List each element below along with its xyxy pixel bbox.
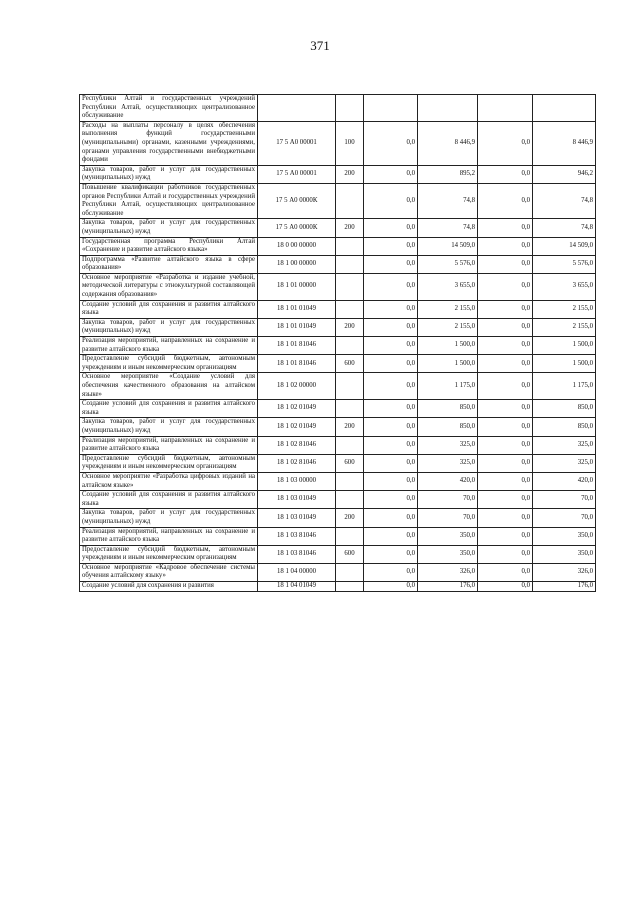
row-value-cell-1: 0,0 bbox=[364, 273, 418, 300]
row-value-cell-3: 0,0 bbox=[478, 318, 533, 336]
table-row bbox=[80, 255, 596, 273]
table-row bbox=[80, 165, 596, 183]
row-value-cell-4: 350,0 bbox=[533, 545, 596, 563]
row-value-cell-3: 0,0 bbox=[478, 337, 533, 355]
budget-table bbox=[79, 94, 596, 592]
row-value-cell-3: 0,0 bbox=[478, 563, 533, 581]
table-row bbox=[80, 472, 596, 490]
row-value-cell-4: 14 509,0 bbox=[533, 237, 596, 255]
row-code-cell: 18 1 01 00000 bbox=[258, 273, 336, 300]
row-value-cell-2: 850,0 bbox=[418, 400, 478, 418]
row-value-cell-2 bbox=[418, 95, 478, 122]
table-row bbox=[80, 436, 596, 454]
row-value-cell-2: 2 155,0 bbox=[418, 318, 478, 336]
row-name-cell: Создание условий для сохранения и развития bbox=[80, 582, 258, 592]
row-value-cell-2: 3 655,0 bbox=[418, 273, 478, 300]
row-value-cell-2: 895,2 bbox=[418, 165, 478, 183]
row-code-cell: 18 1 03 81046 bbox=[258, 545, 336, 563]
row-value-cell-1: 0,0 bbox=[364, 454, 418, 472]
row-code-cell bbox=[258, 95, 336, 122]
row-expense-type-cell: 600 bbox=[336, 545, 364, 563]
row-value-cell-2: 1 500,0 bbox=[418, 337, 478, 355]
row-value-cell-4: 3 655,0 bbox=[533, 273, 596, 300]
row-value-cell-4: 946,2 bbox=[533, 165, 596, 183]
row-expense-type-cell bbox=[336, 582, 364, 592]
row-value-cell-1: 0,0 bbox=[364, 400, 418, 418]
row-expense-type-cell bbox=[336, 472, 364, 490]
row-expense-type-cell: 600 bbox=[336, 454, 364, 472]
table-row bbox=[80, 582, 596, 592]
row-name-cell: Реализация мероприятий, направленных на сохранение и развитие алтайского языка bbox=[80, 527, 258, 545]
row-value-cell-2: 70,0 bbox=[418, 509, 478, 527]
row-value-cell-4: 74,8 bbox=[533, 183, 596, 218]
row-name-cell: Закупка товаров, работ и услуг для государственных (муниципальных) нужд bbox=[80, 418, 258, 436]
row-value-cell-3: 0,0 bbox=[478, 237, 533, 255]
row-value-cell-4: 1 500,0 bbox=[533, 337, 596, 355]
row-value-cell-1 bbox=[364, 95, 418, 122]
row-value-cell-2: 850,0 bbox=[418, 418, 478, 436]
row-value-cell-1: 0,0 bbox=[364, 337, 418, 355]
row-expense-type-cell: 200 bbox=[336, 418, 364, 436]
table-row bbox=[80, 373, 596, 400]
row-value-cell-4: 850,0 bbox=[533, 418, 596, 436]
row-value-cell-4: 176,0 bbox=[533, 582, 596, 592]
row-value-cell-2: 74,8 bbox=[418, 183, 478, 218]
table-row bbox=[80, 237, 596, 255]
row-code-cell: 18 1 03 81046 bbox=[258, 527, 336, 545]
row-value-cell-1: 0,0 bbox=[364, 582, 418, 592]
row-expense-type-cell: 100 bbox=[336, 121, 364, 165]
row-name-cell: Реализация мероприятий, направленных на сохранение и развитие алтайского языка bbox=[80, 337, 258, 355]
row-name-cell: Основное мероприятие «Создание условий для обеспечения качественного образования на алтайском языке» bbox=[80, 373, 258, 400]
row-value-cell-2: 325,0 bbox=[418, 454, 478, 472]
row-value-cell-4: 1 500,0 bbox=[533, 355, 596, 373]
table-row bbox=[80, 400, 596, 418]
row-value-cell-3: 0,0 bbox=[478, 582, 533, 592]
row-value-cell-4: 2 155,0 bbox=[533, 318, 596, 336]
row-name-cell: Подпрограмма «Развитие алтайского языка в сфере образования» bbox=[80, 255, 258, 273]
row-value-cell-3: 0,0 bbox=[478, 509, 533, 527]
row-value-cell-2: 2 155,0 bbox=[418, 300, 478, 318]
row-code-cell: 18 1 01 81046 bbox=[258, 355, 336, 373]
row-code-cell: 18 1 04 00000 bbox=[258, 563, 336, 581]
table-row bbox=[80, 509, 596, 527]
row-code-cell: 18 1 04 01049 bbox=[258, 582, 336, 592]
row-value-cell-2: 325,0 bbox=[418, 436, 478, 454]
row-name-cell: Предоставление субсидий бюджетным, автономным учреждениям и иным некоммерческим организациям bbox=[80, 355, 258, 373]
row-value-cell-3: 0,0 bbox=[478, 273, 533, 300]
row-value-cell-3: 0,0 bbox=[478, 545, 533, 563]
table-row bbox=[80, 318, 596, 336]
row-code-cell: 18 1 02 01049 bbox=[258, 418, 336, 436]
row-expense-type-cell bbox=[336, 400, 364, 418]
row-value-cell-3 bbox=[478, 95, 533, 122]
row-value-cell-1: 0,0 bbox=[364, 563, 418, 581]
table-row bbox=[80, 95, 596, 122]
table-row bbox=[80, 545, 596, 563]
row-code-cell: 18 1 01 01049 bbox=[258, 300, 336, 318]
row-name-cell: Повышение квалификации работников государственных органов Республики Алтай и государственных учреждений Республики Алтай, осуществляющих централизованное обслуживание bbox=[80, 183, 258, 218]
table-row bbox=[80, 273, 596, 300]
row-expense-type-cell: 200 bbox=[336, 219, 364, 237]
row-value-cell-3: 0,0 bbox=[478, 400, 533, 418]
row-value-cell-2: 5 576,0 bbox=[418, 255, 478, 273]
row-value-cell-1: 0,0 bbox=[364, 491, 418, 509]
row-value-cell-1: 0,0 bbox=[364, 255, 418, 273]
row-value-cell-2: 1 500,0 bbox=[418, 355, 478, 373]
row-code-cell: 17 5 А0 0000К bbox=[258, 219, 336, 237]
table-row bbox=[80, 563, 596, 581]
row-name-cell: Закупка товаров, работ и услуг для государственных (муниципальных) нужд bbox=[80, 165, 258, 183]
budget-table-body bbox=[80, 95, 596, 592]
row-code-cell: 18 1 03 00000 bbox=[258, 472, 336, 490]
row-value-cell-1: 0,0 bbox=[364, 165, 418, 183]
row-name-cell: Расходы на выплаты персоналу в целях обеспечения выполнения функций государственными (муниципальными) органами, казенными учреждениями, органами управления государственными внебюджетными фондами bbox=[80, 121, 258, 165]
row-value-cell-3: 0,0 bbox=[478, 454, 533, 472]
row-expense-type-cell bbox=[336, 436, 364, 454]
row-value-cell-2: 350,0 bbox=[418, 527, 478, 545]
row-value-cell-1: 0,0 bbox=[364, 219, 418, 237]
row-value-cell-4: 325,0 bbox=[533, 454, 596, 472]
page-number: 371 bbox=[310, 38, 330, 53]
row-name-cell: Основное мероприятие «Кадровое обеспечение системы обучения алтайскому языку» bbox=[80, 563, 258, 581]
row-expense-type-cell bbox=[336, 95, 364, 122]
row-value-cell-3: 0,0 bbox=[478, 527, 533, 545]
row-name-cell: Закупка товаров, работ и услуг для государственных (муниципальных) нужд bbox=[80, 318, 258, 336]
table-row bbox=[80, 183, 596, 218]
row-expense-type-cell bbox=[336, 300, 364, 318]
row-value-cell-3: 0,0 bbox=[478, 491, 533, 509]
row-value-cell-4: 1 175,0 bbox=[533, 373, 596, 400]
row-name-cell: Закупка товаров, работ и услуг для государственных (муниципальных) нужд bbox=[80, 219, 258, 237]
row-value-cell-4 bbox=[533, 95, 596, 122]
row-value-cell-3: 0,0 bbox=[478, 183, 533, 218]
row-code-cell: 18 1 00 00000 bbox=[258, 255, 336, 273]
row-value-cell-1: 0,0 bbox=[364, 318, 418, 336]
row-value-cell-4: 850,0 bbox=[533, 400, 596, 418]
row-name-cell: Основное мероприятие «Разработка цифровых изданий на алтайском языке» bbox=[80, 472, 258, 490]
row-value-cell-1: 0,0 bbox=[364, 472, 418, 490]
row-name-cell: Предоставление субсидий бюджетным, автономным учреждениям и иным некоммерческим организациям bbox=[80, 454, 258, 472]
row-value-cell-3: 0,0 bbox=[478, 373, 533, 400]
row-code-cell: 18 1 03 01049 bbox=[258, 491, 336, 509]
row-value-cell-1: 0,0 bbox=[364, 527, 418, 545]
row-name-cell: Закупка товаров, работ и услуг для государственных (муниципальных) нужд bbox=[80, 509, 258, 527]
row-value-cell-1: 0,0 bbox=[364, 373, 418, 400]
table-row bbox=[80, 337, 596, 355]
row-value-cell-1: 0,0 bbox=[364, 183, 418, 218]
row-value-cell-3: 0,0 bbox=[478, 121, 533, 165]
row-value-cell-3: 0,0 bbox=[478, 472, 533, 490]
row-value-cell-4: 326,0 bbox=[533, 563, 596, 581]
row-value-cell-2: 8 446,9 bbox=[418, 121, 478, 165]
table-row bbox=[80, 355, 596, 373]
row-value-cell-1: 0,0 bbox=[364, 509, 418, 527]
row-name-cell: Создание условий для сохранения и развития алтайского языка bbox=[80, 300, 258, 318]
row-expense-type-cell bbox=[336, 373, 364, 400]
row-expense-type-cell: 200 bbox=[336, 165, 364, 183]
row-value-cell-4: 2 155,0 bbox=[533, 300, 596, 318]
row-code-cell: 18 1 03 01049 bbox=[258, 509, 336, 527]
row-code-cell: 18 1 02 01049 bbox=[258, 400, 336, 418]
row-expense-type-cell bbox=[336, 563, 364, 581]
row-value-cell-4: 70,0 bbox=[533, 509, 596, 527]
row-value-cell-1: 0,0 bbox=[364, 355, 418, 373]
row-expense-type-cell bbox=[336, 337, 364, 355]
row-value-cell-3: 0,0 bbox=[478, 300, 533, 318]
row-name-cell: Реализация мероприятий, направленных на сохранение и развитие алтайского языка bbox=[80, 436, 258, 454]
row-expense-type-cell bbox=[336, 183, 364, 218]
row-code-cell: 18 1 02 81046 bbox=[258, 454, 336, 472]
row-name-cell: Республики Алтай и государственных учреждений Республики Алтай, осуществляющих централизованное обслуживание bbox=[80, 95, 258, 122]
row-value-cell-1: 0,0 bbox=[364, 545, 418, 563]
row-name-cell: Основное мероприятие «Разработка и издание учебной, методической литературы с этнокультурной составляющей содержания образования» bbox=[80, 273, 258, 300]
row-value-cell-2: 14 509,0 bbox=[418, 237, 478, 255]
row-expense-type-cell bbox=[336, 491, 364, 509]
row-value-cell-2: 74,8 bbox=[418, 219, 478, 237]
table-row bbox=[80, 418, 596, 436]
table-row bbox=[80, 527, 596, 545]
row-value-cell-2: 350,0 bbox=[418, 545, 478, 563]
row-code-cell: 18 1 02 00000 bbox=[258, 373, 336, 400]
row-value-cell-1: 0,0 bbox=[364, 237, 418, 255]
row-name-cell: Предоставление субсидий бюджетным, автономным учреждениям и иным некоммерческим организациям bbox=[80, 545, 258, 563]
row-code-cell: 17 5 А0 0000К bbox=[258, 183, 336, 218]
row-code-cell: 18 1 01 01049 bbox=[258, 318, 336, 336]
row-value-cell-1: 0,0 bbox=[364, 418, 418, 436]
row-code-cell: 18 1 02 81046 bbox=[258, 436, 336, 454]
row-value-cell-1: 0,0 bbox=[364, 121, 418, 165]
row-value-cell-3: 0,0 bbox=[478, 165, 533, 183]
row-value-cell-2: 1 175,0 bbox=[418, 373, 478, 400]
row-code-cell: 17 5 А0 00001 bbox=[258, 121, 336, 165]
table-row bbox=[80, 300, 596, 318]
row-expense-type-cell bbox=[336, 273, 364, 300]
row-value-cell-4: 70,0 bbox=[533, 491, 596, 509]
table-row bbox=[80, 491, 596, 509]
row-value-cell-4: 74,8 bbox=[533, 219, 596, 237]
row-value-cell-4: 8 446,9 bbox=[533, 121, 596, 165]
row-expense-type-cell bbox=[336, 255, 364, 273]
row-value-cell-4: 5 576,0 bbox=[533, 255, 596, 273]
row-code-cell: 18 0 00 00000 bbox=[258, 237, 336, 255]
table-row bbox=[80, 219, 596, 237]
row-expense-type-cell: 600 bbox=[336, 355, 364, 373]
row-value-cell-1: 0,0 bbox=[364, 436, 418, 454]
row-value-cell-2: 70,0 bbox=[418, 491, 478, 509]
row-value-cell-3: 0,0 bbox=[478, 255, 533, 273]
table-row bbox=[80, 454, 596, 472]
row-name-cell: Создание условий для сохранения и развития алтайского языка bbox=[80, 491, 258, 509]
row-value-cell-4: 350,0 bbox=[533, 527, 596, 545]
row-expense-type-cell bbox=[336, 527, 364, 545]
row-code-cell: 17 5 А0 00001 bbox=[258, 165, 336, 183]
row-code-cell: 18 1 01 81046 bbox=[258, 337, 336, 355]
row-value-cell-2: 176,0 bbox=[418, 582, 478, 592]
row-expense-type-cell: 200 bbox=[336, 318, 364, 336]
row-value-cell-1: 0,0 bbox=[364, 300, 418, 318]
row-value-cell-2: 326,0 bbox=[418, 563, 478, 581]
row-value-cell-2: 420,0 bbox=[418, 472, 478, 490]
row-expense-type-cell: 200 bbox=[336, 509, 364, 527]
row-value-cell-3: 0,0 bbox=[478, 219, 533, 237]
row-name-cell: Создание условий для сохранения и развития алтайского языка bbox=[80, 400, 258, 418]
row-value-cell-4: 420,0 bbox=[533, 472, 596, 490]
row-value-cell-3: 0,0 bbox=[478, 418, 533, 436]
row-value-cell-3: 0,0 bbox=[478, 355, 533, 373]
table-row bbox=[80, 121, 596, 165]
row-value-cell-4: 325,0 bbox=[533, 436, 596, 454]
row-name-cell: Государственная программа Республики Алтай «Сохранение и развитие алтайского языка» bbox=[80, 237, 258, 255]
row-expense-type-cell bbox=[336, 237, 364, 255]
row-value-cell-3: 0,0 bbox=[478, 436, 533, 454]
